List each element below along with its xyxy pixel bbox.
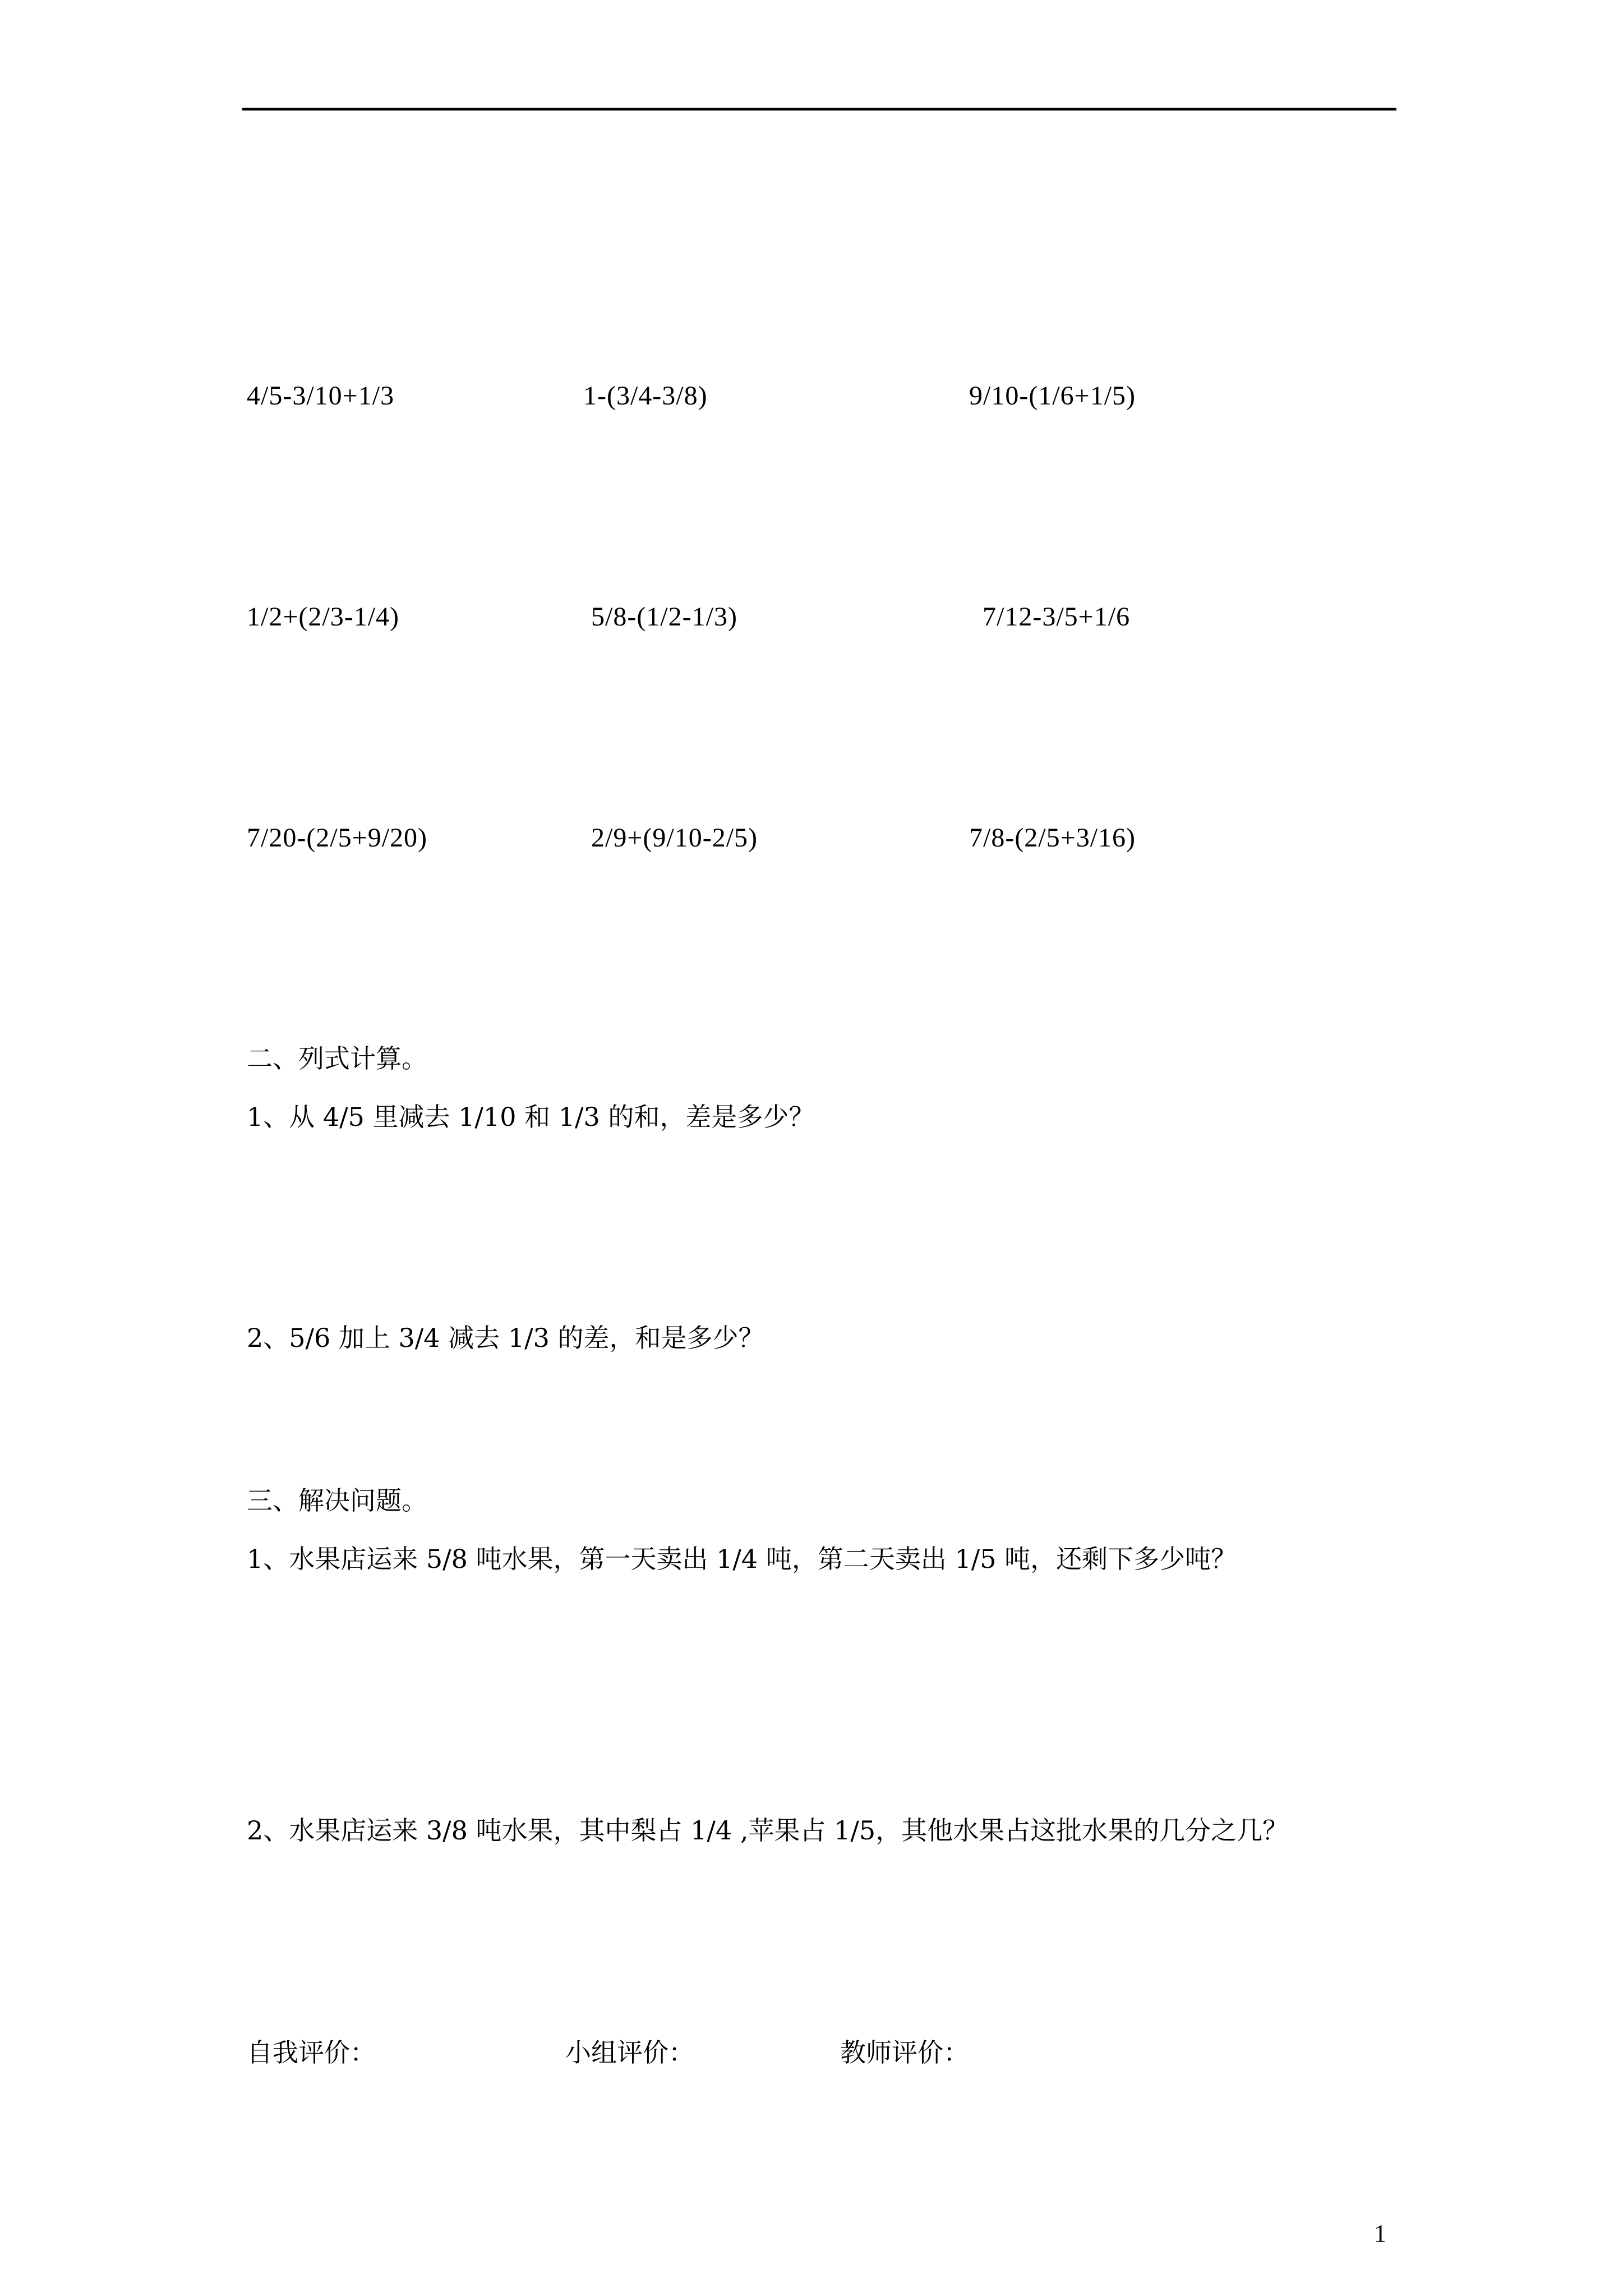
expression: 1-(3/4-3/8) [583,381,708,411]
teacher-evaluation-label: 教师评价： [840,2037,969,2068]
page-number: 1 [1374,2220,1386,2247]
expression: 9/10-(1/6+1/5) [969,381,1136,411]
expression: 4/5-3/10+1/3 [247,381,395,411]
header-rule [242,108,1396,111]
expression: 7/20-(2/5+9/20) [247,823,428,853]
expression: 1/2+(2/3-1/4) [247,602,400,632]
section-heading: 二、列式计算。 [247,1043,427,1074]
question: 2、水果店运来 3/8 吨水果，其中梨占 1/4 ,苹果占 1/5，其他水果占这批水果的几分之几？ [247,1815,1289,1846]
expression: 2/9+(9/10-2/5) [591,823,758,853]
self-evaluation-label: 自我评价： [247,2037,376,2068]
expression: 7/8-(2/5+3/16) [969,823,1136,853]
section-heading: 三、解决问题。 [247,1485,427,1516]
question: 2、5/6 加上 3/4 减去 1/3 的差，和是多少？ [247,1323,764,1353]
expression: 5/8-(1/2-1/3) [591,602,737,632]
question: 1、水果店运来 5/8 吨水果，第一天卖出 1/4 吨，第二天卖出 1/5 吨，还剩下多少吨？ [247,1544,1237,1574]
expression: 7/12-3/5+1/6 [983,602,1131,632]
group-evaluation-label: 小组评价： [565,2037,694,2068]
question: 1、从 4/5 里减去 1/10 和 1/3 的和，差是多少？ [247,1102,815,1132]
